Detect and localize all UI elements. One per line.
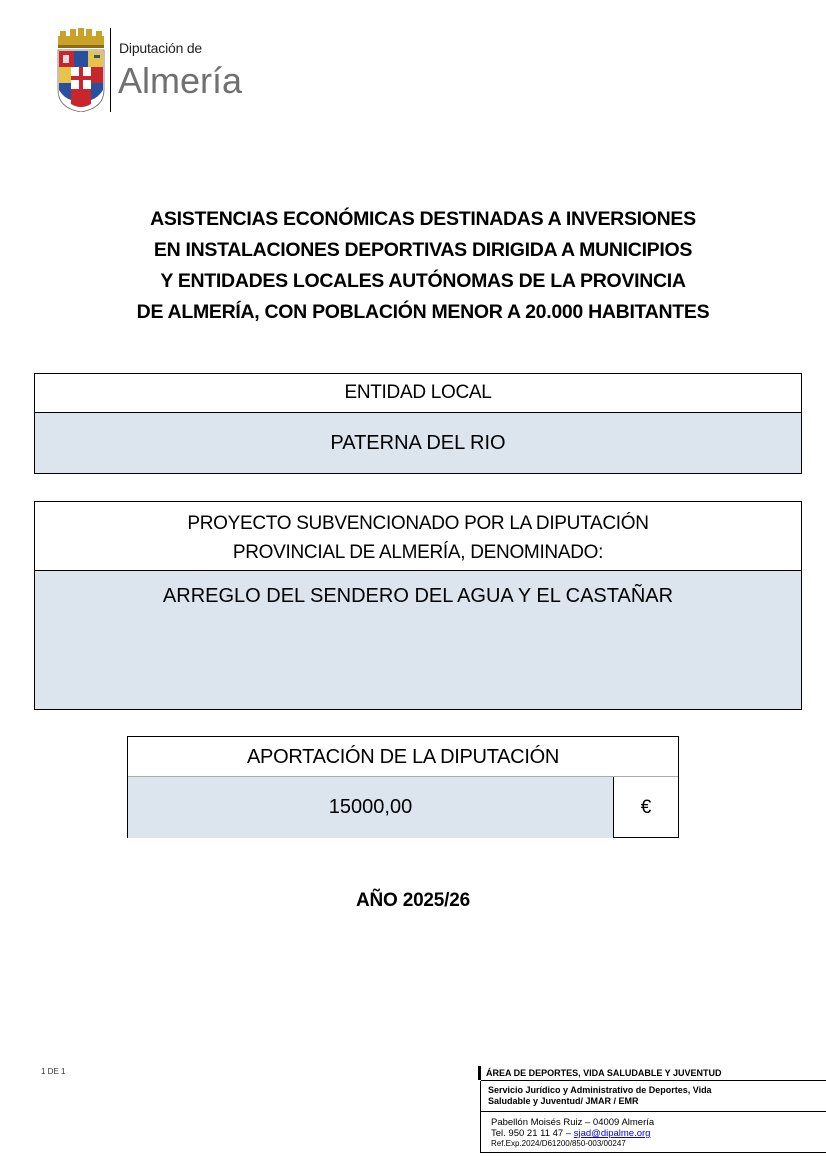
proyecto-label-line: PROVINCIAL DE ALMERÍA, DENOMINADO: bbox=[232, 542, 604, 563]
footer-phone-line bbox=[491, 1128, 826, 1139]
footer-service-line: Servicio Jurídico y Administrativo de Deportes, Vida bbox=[488, 1085, 712, 1095]
currency-symbol: € bbox=[640, 797, 652, 818]
diputacion-logo bbox=[56, 28, 256, 112]
proyecto-box bbox=[34, 501, 802, 710]
aportacion-row bbox=[128, 777, 678, 838]
title-line: Y ENTIDADES LOCALES AUTÓNOMAS DE LA PROVINCIA bbox=[160, 270, 686, 292]
year-label: AÑO 2025/26 bbox=[356, 890, 470, 911]
footer-phone: Tel. 950 21 11 47 – bbox=[491, 1128, 574, 1139]
proyecto-label bbox=[35, 502, 801, 571]
footer-area: ÁREA DE DEPORTES, VIDA SALUDABLE Y JUVENTUD bbox=[478, 1066, 826, 1080]
title-line: EN INSTALACIONES DEPORTIVAS DIRIGIDA A MUNICIPIOS bbox=[153, 239, 693, 261]
entidad-local-box bbox=[34, 373, 802, 474]
page-number: 1 DE 1 bbox=[41, 1067, 66, 1076]
coat-of-arms-icon bbox=[56, 28, 106, 112]
title-line: ASISTENCIAS ECONÓMICAS DESTINADAS A INVERSIONES bbox=[150, 208, 696, 230]
aportacion-amount: 15000,00 bbox=[128, 777, 614, 838]
footer-address: Pabellón Moisés Ruiz – 04009 Almería bbox=[491, 1117, 655, 1128]
footer-service-line: Saludable y Juventud/ JMAR / EMR bbox=[488, 1096, 639, 1106]
aportacion-box bbox=[127, 736, 679, 838]
footer-reference: Ref.Exp.2024/D61200/850-003/00247 bbox=[491, 1139, 626, 1148]
logo-line1: Diputación de bbox=[119, 40, 203, 56]
document-title bbox=[60, 204, 786, 328]
footer-service bbox=[481, 1081, 826, 1111]
logo-line2: Almería bbox=[118, 60, 243, 101]
aportacion-label: APORTACIÓN DE LA DIPUTACIÓN bbox=[128, 737, 678, 777]
footer-email-link[interactable]: sjad@dipalme.org bbox=[573, 1128, 651, 1139]
footer-divider bbox=[481, 1152, 826, 1153]
footer-contact bbox=[481, 1112, 826, 1152]
title-line: DE ALMERÍA, CON POBLACIÓN MENOR A 20.000 HABITANTES bbox=[136, 301, 710, 323]
proyecto-label-line: PROYECTO SUBVENCIONADO POR LA DIPUTACIÓN bbox=[187, 513, 649, 534]
entidad-local-label: ENTIDAD LOCAL bbox=[35, 374, 801, 413]
footer-block bbox=[478, 1066, 826, 1153]
footer-body bbox=[480, 1081, 826, 1153]
entidad-local-value: PATERNA DEL RIO bbox=[35, 413, 801, 473]
proyecto-value: ARREGLO DEL SENDERO DEL AGUA Y EL CASTAÑAR bbox=[35, 571, 801, 709]
logo-divider bbox=[110, 28, 111, 112]
